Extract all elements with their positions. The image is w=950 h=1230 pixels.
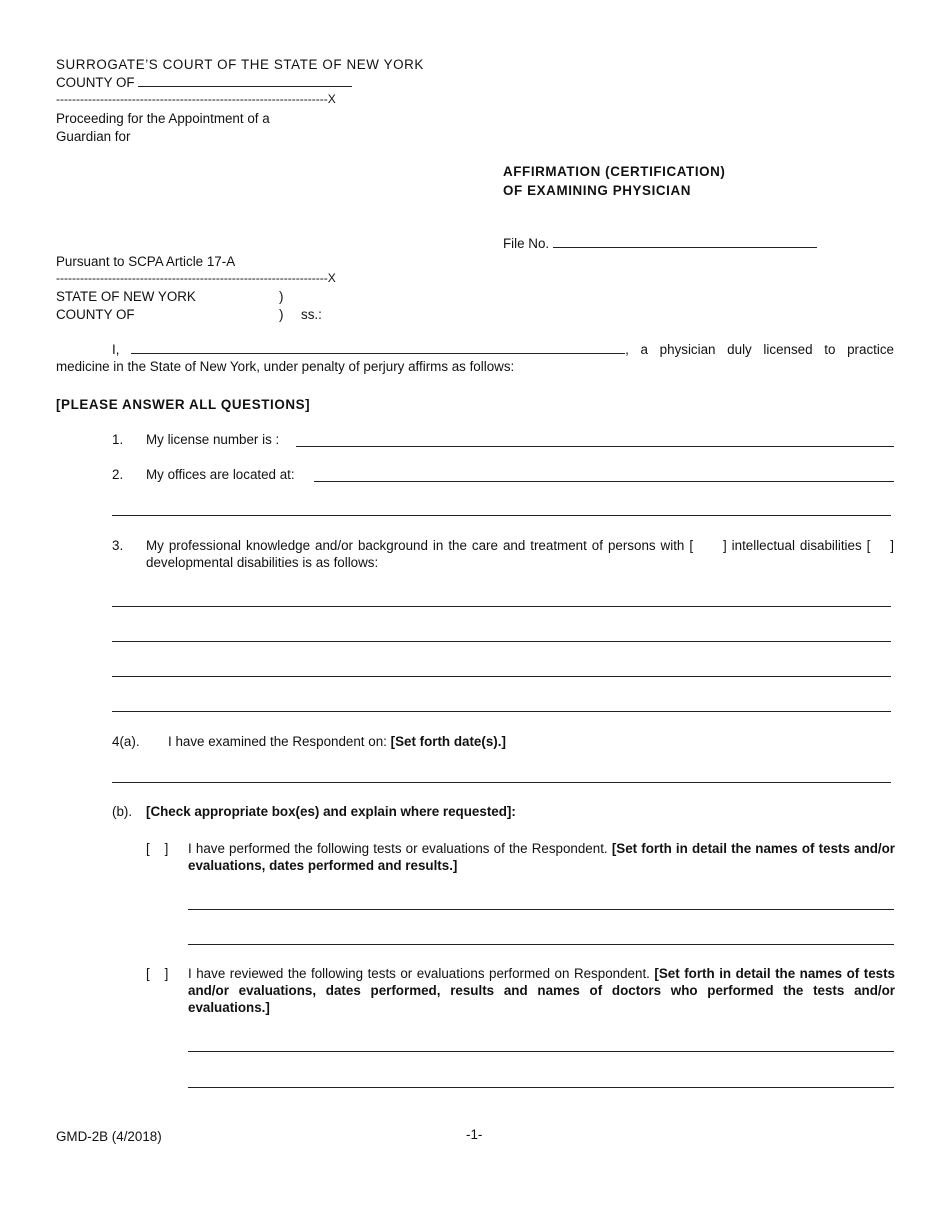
q4a-text: I have examined the Respondent on:	[168, 734, 387, 749]
opt1-instruction: [Set forth in detail the names of tests and/or evaluations, dates performed and results.]	[188, 841, 895, 873]
opt2-text: I have reviewed the following tests or evaluations performed on Respondent.	[188, 966, 650, 981]
document-title-line1: AFFIRMATION (CERTIFICATION)	[503, 164, 726, 179]
venue-county: COUNTY OF	[56, 307, 135, 322]
opt2-paragraph	[188, 965, 895, 1016]
q1-label: My license number is :	[146, 432, 280, 447]
background-field-3[interactable]	[112, 676, 891, 677]
file-no-field[interactable]	[553, 235, 817, 248]
tests-reviewed-field-1[interactable]	[188, 1051, 894, 1052]
opt1-text: I have performed the following tests or evaluations of the Respondent.	[188, 841, 608, 856]
pursuant-text: Pursuant to SCPA Article 17-A	[56, 254, 236, 269]
exam-dates-field[interactable]	[112, 782, 891, 783]
q3-number: 3.	[112, 538, 124, 553]
opt1-paragraph	[188, 840, 895, 874]
q1-number: 1.	[112, 432, 124, 447]
q4b-instruction: [Check appropriate box(es) and explain where requested]:	[146, 804, 516, 819]
tests-reviewed-field-2[interactable]	[188, 1087, 894, 1088]
intro-suffix: , a physician duly licensed to practice medicine in the State of New York, under penalty of perjury affirms as follows:	[56, 342, 894, 374]
background-field-1[interactable]	[112, 606, 891, 607]
intro-prefix: I,	[112, 342, 120, 357]
tests-reviewed-checkbox[interactable]: [ ]	[146, 966, 169, 981]
intro-paragraph	[56, 341, 894, 375]
court-title: SURROGATE’S COURT OF THE STATE OF NEW YORK	[56, 57, 424, 72]
q4a-line	[168, 733, 506, 750]
file-no-row	[503, 235, 817, 252]
venue-ss: ss.:	[301, 307, 322, 322]
license-number-field[interactable]	[296, 446, 894, 447]
office-address-field-1[interactable]	[314, 481, 894, 482]
q4a-instruction: [Set forth date(s).]	[390, 734, 506, 749]
q2-number: 2.	[112, 467, 124, 482]
page-number: -1-	[466, 1127, 483, 1142]
tests-performed-field-2[interactable]	[188, 944, 894, 945]
opt2-instruction: [Set forth in detail the names of tests and/or evaluations, dates performed, results and names of doctors who performed the tests and/or evaluations.]	[188, 966, 895, 1015]
office-address-field-2[interactable]	[112, 515, 891, 516]
venue-state: STATE OF NEW YORK	[56, 289, 196, 304]
background-field-4[interactable]	[112, 711, 891, 712]
caption-separator-bottom: --------------------------------------------------------------------X	[56, 271, 336, 285]
document-title-line2: OF EXAMINING PHYSICIAN	[503, 183, 692, 198]
proceeding-line1: Proceeding for the Appointment of a	[56, 111, 270, 126]
q3-text: My professional knowledge and/or background in the care and treatment of persons with [ ] intellectual disabilities [ ] developmental disabilities is as follows:	[146, 538, 898, 570]
venue-paren-1: )	[279, 289, 284, 304]
file-no-label: File No.	[503, 236, 550, 251]
background-field-2[interactable]	[112, 641, 891, 642]
instruction-heading: [PLEASE ANSWER ALL QUESTIONS]	[56, 397, 311, 412]
tests-performed-field-1[interactable]	[188, 909, 894, 910]
physician-name-field[interactable]	[131, 341, 625, 354]
tests-performed-checkbox[interactable]: [ ]	[146, 841, 169, 856]
proceeding-line2: Guardian for	[56, 129, 131, 144]
court-county-label: COUNTY OF	[56, 75, 135, 90]
q4b-number: (b).	[112, 804, 133, 819]
court-county-row	[56, 74, 352, 91]
form-id: GMD-2B (4/2018)	[56, 1129, 162, 1144]
venue-paren-2: )	[279, 307, 284, 322]
court-county-field[interactable]	[138, 74, 352, 87]
q4a-number: 4(a).	[112, 734, 140, 749]
q2-label: My offices are located at:	[146, 467, 295, 482]
caption-separator-top: --------------------------------------------------------------------X	[56, 92, 336, 106]
